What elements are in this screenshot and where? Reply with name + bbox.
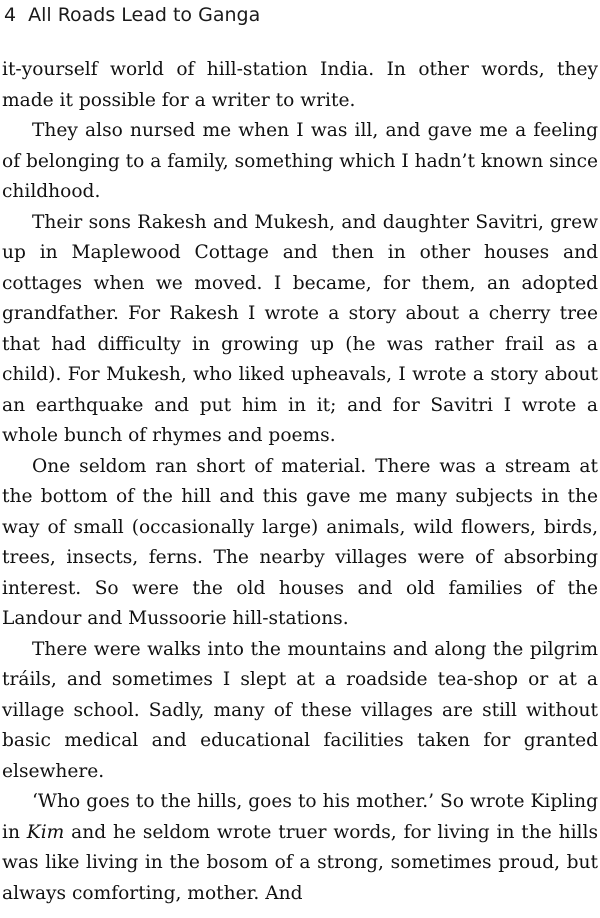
- book-title-italic: Kim: [26, 821, 65, 843]
- paragraph: One seldom ran short of material. There was a stream at the bottom of the hill and this gave me many subjects in the way of small (occasionally large) animals, wild flowers, birds, trees, insects, ferns. The nearby villages were of absorbing interest. So were the old houses and old families of the Landour and Mussoorie hill-stations.: [2, 455, 598, 629]
- paragraph-with-quote: [2, 787, 598, 909]
- page-number: 4: [4, 4, 17, 26]
- paragraph: There were walks into the mountains and along the pilgrim tráils, and sometimes I slept at a roadside tea-shop or at a village school. Sadly, many of these villages are still without basic medical and educational facilities taken for granted elsewhere.: [2, 638, 598, 782]
- paragraph-text-before-title: ‘Who goes to the hills, goes to his mother.’ So wrote Kipling in: [2, 791, 598, 843]
- paragraph: They also nursed me when I was ill, and gave me a feeling of belonging to a family, something which I hadn’t known since childhood.: [2, 120, 598, 202]
- running-title: All Roads Lead to Ganga: [28, 4, 261, 26]
- running-head: [4, 2, 260, 28]
- paragraph-text-after-title: and he seldom wrote truer words, for living in the hills was like living in the bosom of a strong, sometimes proud, but always comforting, mother. And: [2, 821, 598, 904]
- paragraph: Their sons Rakesh and Mukesh, and daughter Savitri, grew up in Maplewood Cottage and then in other houses and cottages when we moved. I became, for them, an adopted grandfather. For Rakesh I wrote a story about a cherry tree that had difficulty in growing up (he was rather frail as a child). For Mukesh, who liked upheavals, I wrote a story about an earthquake and put him in it; and for Savitri I wrote a whole bunch of rhymes and poems.: [2, 211, 598, 446]
- paragraph-continued: it-yourself world of hill-station India. In other words, they made it possible for a writer to write.: [2, 59, 598, 111]
- body-text: [2, 55, 598, 909]
